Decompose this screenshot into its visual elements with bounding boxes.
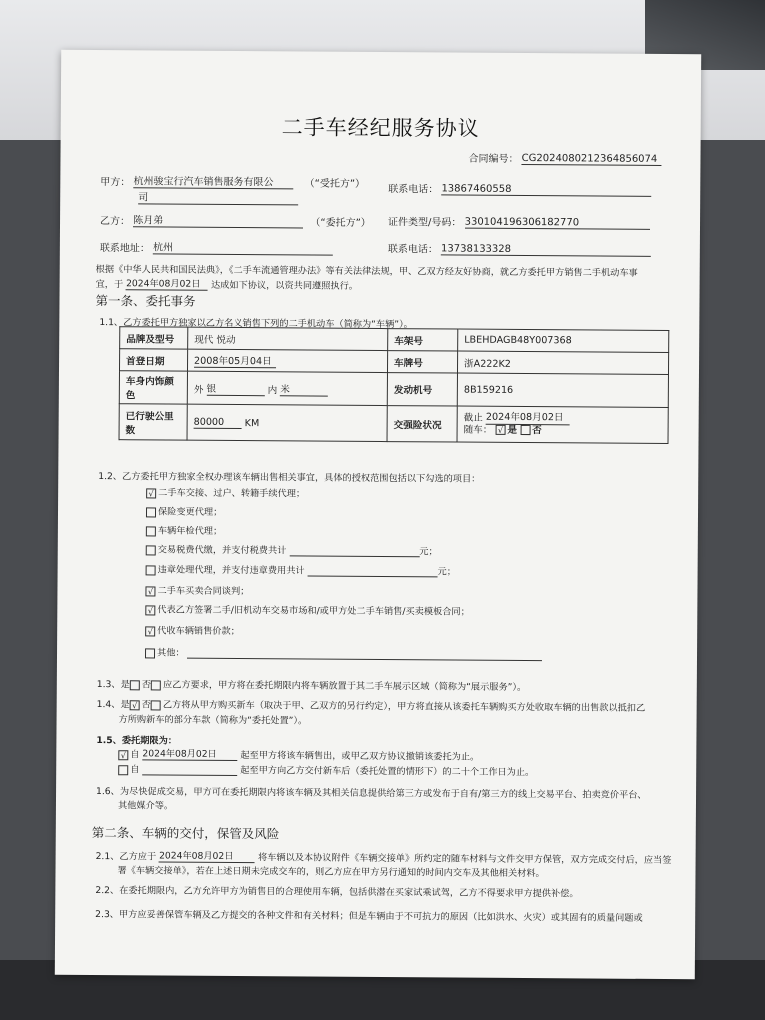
party-b-id: 证件类型/号码： 330104196306182770 (388, 213, 650, 230)
auth-checkbox-8[interactable]: √ (145, 626, 155, 636)
contract-number-value: CG2024080212364856074 (522, 153, 662, 166)
brand-value: 现代 悦动 (188, 327, 388, 350)
auth-checkbox-7[interactable]: √ (145, 605, 155, 615)
contract-document (55, 50, 701, 979)
mileage-value: 80000 (194, 416, 242, 428)
preamble-line2: 宜，于 2024年08月02日 达成如下协议，以资共同遵照执行。 (96, 275, 359, 292)
interior-color-value: 米 (280, 381, 328, 396)
auth-item-3: 车辆年检代理； (146, 522, 222, 537)
party-a-phone: 联系电话： 13867460558 (388, 180, 651, 197)
insurance-date-value: 2024年08月02日 (486, 412, 570, 426)
auth-checkbox-9[interactable] (145, 648, 155, 658)
preamble-line1: 根据《中华人民共和国民法典》，《二手车流通管理办法》等有关法律法规，甲、乙双方经友好协商，就乙方委托甲方销售二手机动车事 (95, 264, 638, 279)
term-option-2: 自 起至甲方向乙方交付新车后（委托处置的情形下）的二十个工作日为止。 (118, 761, 534, 778)
auth-checkbox-1[interactable]: √ (146, 488, 156, 498)
document-title: 二手车经纪服务协议 (281, 115, 480, 141)
clause-1-1: 1.1、乙方委托甲方独家以乙方名义销售下列的二手机动车（简称为“车辆”）。 (99, 317, 413, 331)
party-b-id-value: 330104196306182770 (465, 217, 650, 230)
term-start-date: 2024年08月02日 (142, 745, 237, 761)
party-b-name: 陈月弟 (133, 211, 303, 228)
contact-address-value: 杭州 (153, 238, 333, 255)
table-row: 车身内饰颜色 外 银 内 米 发动机号 8B159216 (119, 371, 668, 408)
table-row: 已行驶公里数 80000 KM 交强险状况 截止 2024年08月02日 随车： √ 是 否 (119, 404, 668, 444)
display-yes-checkbox[interactable] (130, 680, 140, 690)
clause-1-5-title: 1.5、委托期限为： (96, 735, 178, 747)
clause-1-6-line1: 1.6、为尽快促成交易，甲方可在委托期限内将该车辆及其相关信息提供给第三方或发布于自有/第三方的线上交易平台、拍卖竞价平台、 (96, 786, 647, 801)
contact-phone: 联系电话： 13738133328 (388, 240, 651, 257)
term-checkbox-1[interactable]: √ (118, 750, 128, 760)
term-option-1: √ 自 2024年08月02日 起至甲方将该车辆售出，或甲乙双方协议撤销该委托为止。 (118, 745, 479, 763)
auth-item-7: √ 代表乙方签署二手/旧机动车交易市场和/或甲方处二手车销售/买卖模板合同； (145, 601, 470, 617)
party-a: 甲方： 杭州骏宝行汽车销售服务有限公 （“受托方”） (100, 172, 365, 190)
plate-value: 浙A222K2 (457, 351, 668, 374)
table-row: 品牌及型号 现代 悦动 车架号 LBEHDAGB48Y007368 (120, 327, 669, 353)
exterior-color-value: 银 (206, 380, 264, 395)
auth-checkbox-4[interactable] (146, 545, 156, 555)
insurance-no-checkbox[interactable] (520, 425, 530, 435)
party-a-phone-value: 13867460558 (441, 183, 651, 196)
clause-2-3: 2.3、甲方应妥善保管车辆及乙方提交的各种文件和有关材料；但是车辆由于不可抗力的原因（比如洪水、火灾）或其固有的质量问题或 (95, 909, 643, 924)
clause-1-6-line2: 其他媒介等。 (117, 800, 174, 812)
auth-checkbox-2[interactable] (146, 507, 156, 517)
clause-2-1-line2: 署《车辆交接单》，若在上述日期未完成交车的，则乙方应在甲方另行通知的时间内交车及其他相关材料。 (117, 865, 545, 880)
auth-item-5: 违章处理代理，并支付违章费用共计 元； (146, 561, 456, 577)
auth-item-9: 其他： (145, 644, 543, 661)
clause-1-3: 1.3、是 否 应乙方要求，甲方将在委托期限内将车辆放置于其二手车展示区域（简称为“展示服务”）。 (96, 679, 527, 694)
auth-checkbox-6[interactable]: √ (145, 586, 155, 596)
engine-number-value: 8B159216 (457, 373, 668, 407)
auth-item-2: 保险变更代理； (146, 503, 222, 518)
clause-1-4: 1.4、是 √ 否 乙方将从甲方购买新车（取决于甲、乙双方的另行约定），甲方将直接从该委托车辆购买方处收取车辆的出售款以抵扣乙 (96, 699, 646, 714)
clause-2-1-line1: 2.1、乙方应于 2024年08月02日 将车辆以及本协议附件《车辆交接单》所约定的随车材料与文件交甲方保管，双方完成交付后，应当签 (96, 847, 672, 866)
auth-item-6: √ 二手车买卖合同谈判； (145, 582, 249, 597)
auth-item-8: √ 代收车辆销售价款； (145, 622, 240, 637)
auth-checkbox-3[interactable] (146, 526, 156, 536)
party-b: 乙方： 陈月弟 （“委托方”） (100, 211, 371, 229)
table-row: 首登日期 2008年05月04日 车牌号 浙A222K2 (119, 349, 668, 375)
clause-1-4-line2: 方所购新车的部分车款（简称为“委托处置”）。 (118, 714, 308, 727)
party-a-name: 杭州骏宝行汽车销售服务有限公 (133, 172, 293, 189)
contact-address: 联系地址： 杭州 (100, 238, 333, 256)
auth-item-4: 交易税费代缴，并支付税费共计 元； (146, 541, 438, 557)
newcar-yes-checkbox[interactable]: √ (130, 700, 140, 710)
clause-2-2: 2.2、在委托期限内，乙方允许甲方为销售目的合理使用车辆，包括供潜在买家试乘试驾，乙方不得要求甲方提供补偿。 (95, 885, 579, 900)
delivery-date: 2024年08月02日 (159, 847, 255, 863)
section-1-title: 第一条、委托事务 (95, 293, 196, 309)
vin-value: LBEHDAGB48Y007368 (458, 329, 669, 352)
insurance-yes-checkbox[interactable]: √ (495, 425, 505, 435)
term-checkbox-2[interactable] (118, 765, 128, 775)
auth-item-1: √ 二手车交接、过户、转籍手续代理； (146, 484, 305, 499)
clause-1-2: 1.2、乙方委托甲方独家全权办理该车辆出售相关事宜，具体的授权范围包括以下勾选的项目： (98, 471, 481, 485)
party-a-name-line2: 司 (138, 188, 298, 205)
display-no-checkbox[interactable] (151, 680, 161, 690)
agreement-date: 2024年08月02日 (126, 275, 208, 291)
vehicle-info-table (119, 326, 670, 444)
auth-checkbox-5[interactable] (146, 565, 156, 575)
contact-phone-value: 13738133328 (441, 243, 651, 256)
newcar-no-checkbox[interactable] (151, 700, 161, 710)
register-date-value: 2008年05月04日 (194, 353, 276, 369)
contract-number: 合同编号： CG2024080212364856074 (468, 150, 661, 166)
section-2-title: 第二条、车辆的交付，保管及风险 (91, 825, 280, 842)
